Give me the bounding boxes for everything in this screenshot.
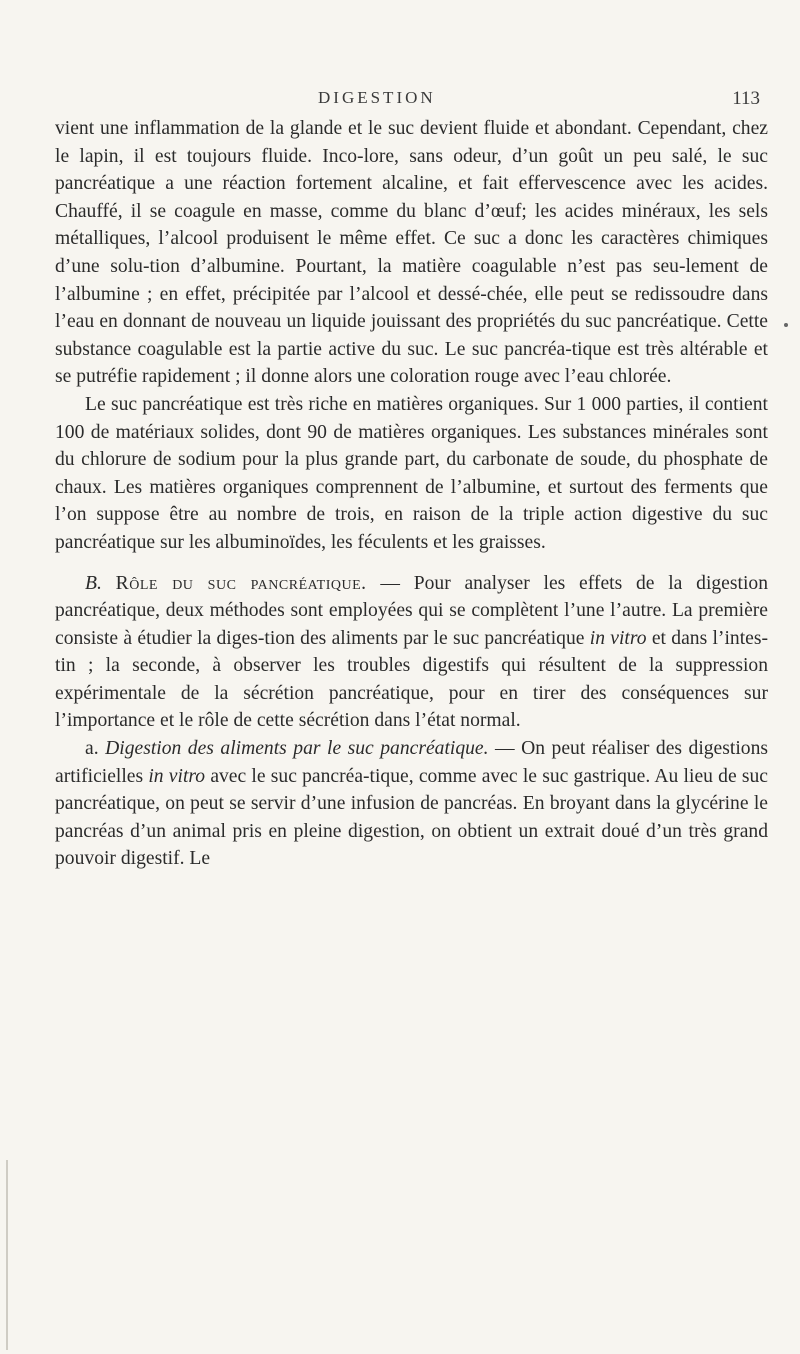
paragraph-continuation: vient une inflammation de la glande et le suc devient fluide et abondant. Cependant, chez le lapin, il est toujours fluide. Inco-lore, sans odeur, d’un goût un peu salé, le suc pancréatique a une réaction fortement alcaline, et fait effervescence avec les acides. Chauffé, il se coagule en masse, comme du blanc d’œuf; les acides minéraux, les sels métalliques, l’alcool produisent le même effet. Ce suc a donc les caractères chimiques d’une solu-tion d’albumine. Pourtant, la matière coagulable n’est pas seu-lement de l’albumine ; en effet, précipitée par l’alcool et dessé-chée, elle peut se redissoudre dans l’eau en donnant de nouveau un liquide jouissant des propriétés du suc pancréatique. Cette substance coagulable est la partie active du suc. Le suc pancréa-tique est très altérable et se putréfie rapidement ; il donne alors une coloration rouge avec l’eau chlorée. [55,118,768,388]
subsection-heading: Digestion des aliments par le suc pancréatique. [105,738,489,760]
italic-term: in vitro [148,765,206,787]
section-text-part: et dans l’intes-tin ; la seconde, à observer les troubles digestifs qui résultent de la suppression expérimentale de la sécrétion pancréatique, pour en tirer des conséquences sur l’importance et le rôle de cette sécrétion dans l’état normal. [55,627,768,732]
section-label: B. [85,572,102,594]
section-heading: Rôle du suc pancréatique. [115,572,367,594]
margin-speck [784,323,788,327]
subsection-text-part: — On peut réaliser des digestions artificielles [55,738,768,787]
subsection-label: a. [85,738,99,760]
running-title: DIGESTION [318,88,436,107]
section-text-part: — Pour analyser les effets de la digestion pancréatique, deux méthodes sont employées qui se complètent l’une l’autre. La première consiste à étudier la diges-tion des aliments par le suc pancréatique [55,572,768,649]
page-number: 113 [732,88,760,109]
running-head [0,88,800,114]
body-text [55,115,768,873]
paragraph-digestion-subsection [55,735,768,873]
italic-term: in vitro [589,627,647,649]
subsection-text-part: avec le suc pancréa-tique, comme avec le suc gastrique. Au lieu de suc pancréatique, on peut se servir d’une infusion de pancréas. En broyant dans la glycérine le pancréas d’un animal pris en pleine digestion, on obtient un extrait doué d’un très grand pouvoir digestif. Le [55,765,768,870]
paragraph-composition: Le suc pancréatique est très riche en matières organiques. Sur 1 000 parties, il contient 100 de matériaux solides, dont 90 de matières organiques. Les substances minérales sont du chlorure de sodium pour la plus grande part, du carbonate de soude, du phosphate de chaux. Les matières organiques comprennent de l’albumine, et surtout des ferments que l’on suppose être au nombre de trois, en raison de la triple action digestive du suc pancréatique sur les albuminoïdes, les féculents et les graisses. [55,393,768,553]
paragraph-role-section [55,570,768,736]
page-edge-shadow [6,1160,8,1350]
